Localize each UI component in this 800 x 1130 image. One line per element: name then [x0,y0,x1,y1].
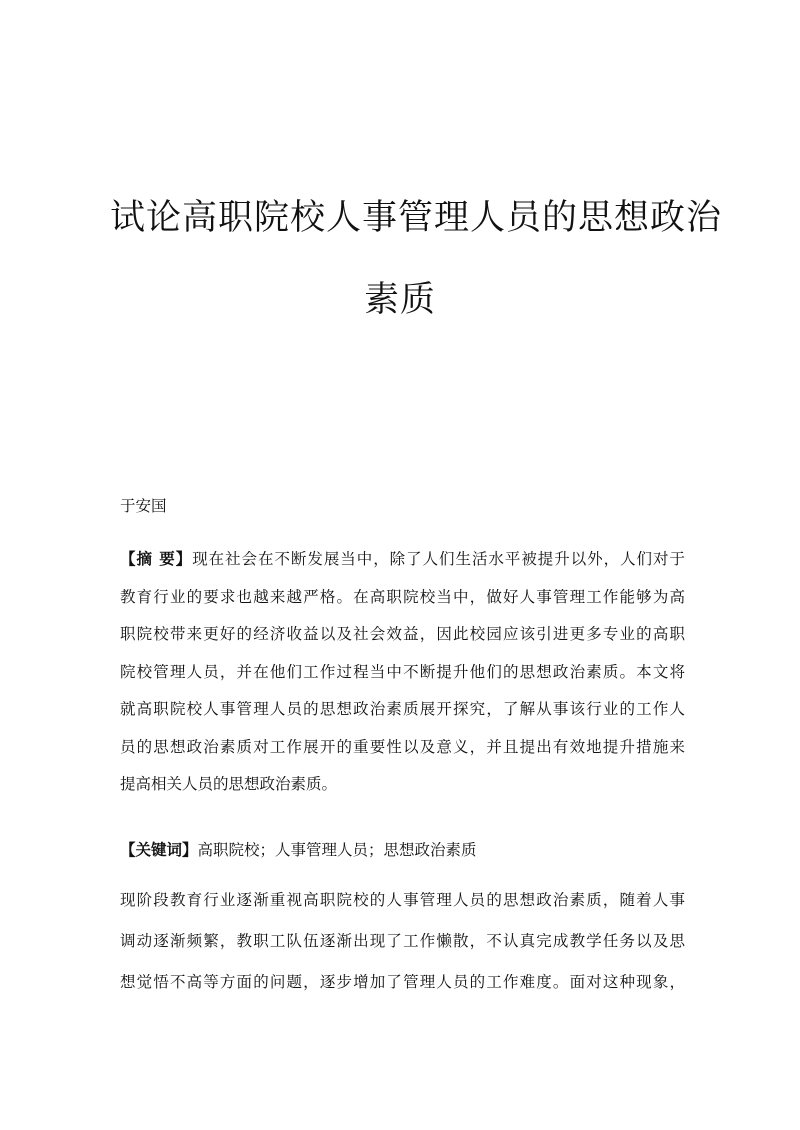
body-line: 调动逐渐频繁，教职工队伍逐渐出现了工作懒散，不认真完成教学任务以及思 [120,932,685,950]
keywords-label: 【关键词】 [120,840,198,859]
body-line: 想觉悟不高等方面的问题，逐步增加了管理人员的工作难度。面对这种现象， [120,973,685,991]
abstract-label: 【摘 要】 [120,549,193,568]
abstract-line: 职院校带来更好的经济收益以及社会效益，因此校园应该引进更多专业的高职 [120,625,685,643]
keywords-text: 高职院校；人事管理人员；思想政治素质 [197,841,477,859]
document-title-line-2: 素质 [363,280,436,320]
abstract-line: 提高相关人员的思想政治素质。 [120,775,338,793]
body-paragraph [120,880,685,1003]
abstract-line: 教育行业的要求也越来越严格。在高职院校当中，做好人事管理工作能够为高 [120,587,685,606]
abstract-section [120,540,685,804]
abstract-text: 现在社会在不断发展当中，除了人们生活水平被提升以外，人们对于 [192,550,685,568]
body-line: 现阶段教育行业逐渐重视高职院校的人事管理人员的思想政治素质，随着人事 [120,891,685,909]
abstract-line: 院校管理人员，并在他们工作过程当中不断提升他们的思想政治素质。本文将 [120,662,685,681]
author-name: 于安国 [120,497,167,515]
document-title-line-1: 试论高职院校人事管理人员的思想政治 [110,198,723,238]
abstract-line: 员的思想政治素质对工作展开的重要性以及意义，并且提出有效地提升措施来 [120,737,685,756]
abstract-line [120,540,685,579]
keywords-section [120,838,685,860]
abstract-line: 就高职院校人事管理人员的思想政治素质展开探究，了解从事该行业的工作人 [120,700,685,718]
